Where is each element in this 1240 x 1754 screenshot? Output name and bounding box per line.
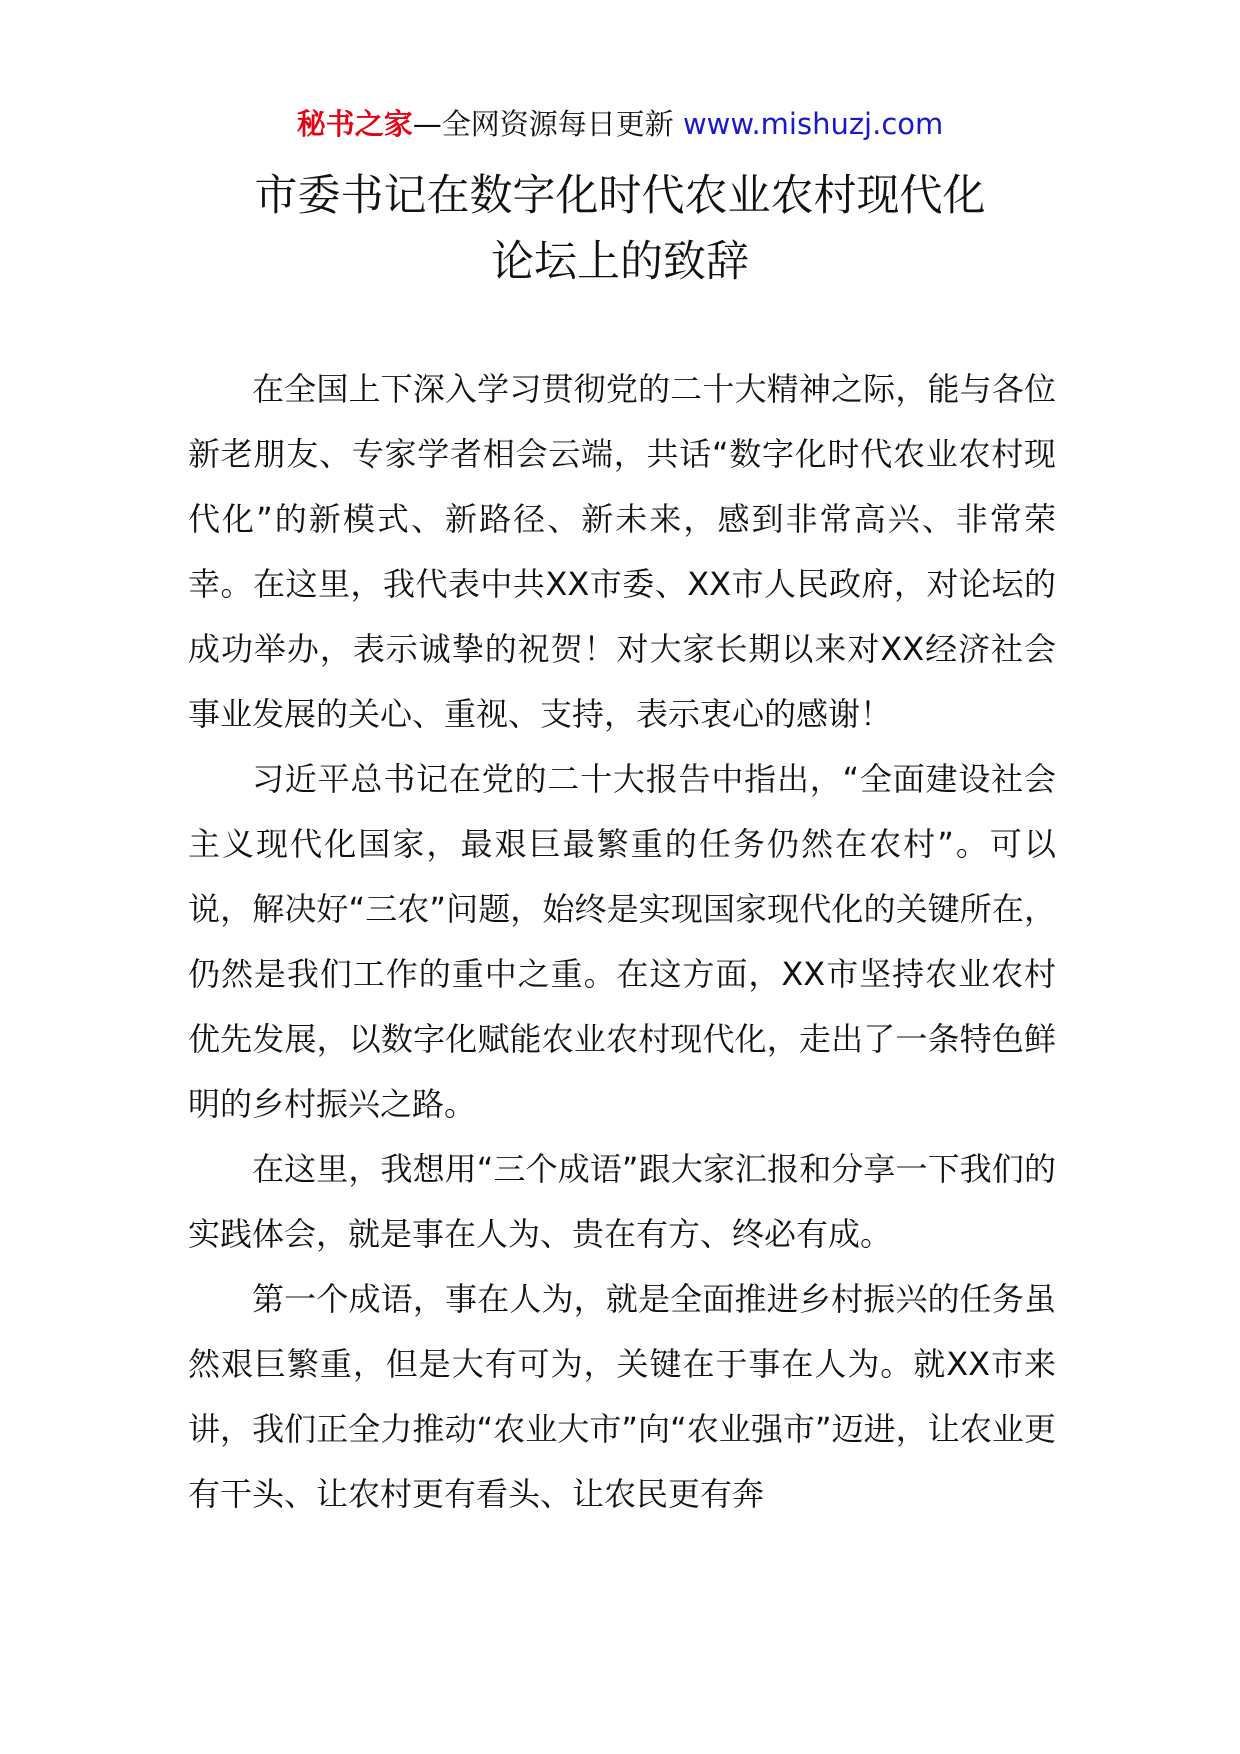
site-url-link[interactable]: www.mishuzj.com xyxy=(682,107,944,141)
document-title xyxy=(0,163,1240,295)
site-header xyxy=(0,104,1240,144)
paragraph: 第一个成语，事在人为，就是全面推进乡村振兴的任务虽然艰巨繁重，但是大有可为，关键在于事在人为。就XX市来讲，我们正全力推动“农业大市”向“农业强市”迈进，让农业更有干头、让农村更有看头、让农民更有奔 xyxy=(188,1280,1056,1513)
title-line-2: 论坛上的致辞 xyxy=(491,237,749,287)
document-body xyxy=(188,357,1056,1527)
paragraph: 在这里，我想用“三个成语”跟大家汇报和分享一下我们的实践体会，就是事在人为、贵在有方、终必有成。 xyxy=(188,1150,1056,1253)
brand-name: 秘书之家 xyxy=(296,107,413,141)
site-tagline: —全网资源每日更新 xyxy=(412,107,674,141)
paragraph: 习近平总书记在党的二十大报告中指出，“全面建设社会主义现代化国家，最艰巨最繁重的任务仍然在农村”。可以说，解决好“三农”问题，始终是实现国家现代化的关键所在，仍然是我们工作的重中之重。在这方面，XX市坚持农业农村优先发展，以数字化赋能农业农村现代化，走出了一条特色鲜明的乡村振兴之路。 xyxy=(188,760,1056,1123)
title-line-1: 市委书记在数字化时代农业农村现代化 xyxy=(254,171,986,221)
paragraph: 在全国上下深入学习贯彻党的二十大精神之际，能与各位新老朋友、专家学者相会云端，共话“数字化时代农业农村现代化”的新模式、新路径、新未来，感到非常高兴、非常荣幸。在这里，我代表中共XX市委、XX市人民政府，对论坛的成功举办，表示诚挚的祝贺！对大家长期以来对XX经济社会事业发展的关心、重视、支持，表示衷心的感谢！ xyxy=(188,370,1056,733)
